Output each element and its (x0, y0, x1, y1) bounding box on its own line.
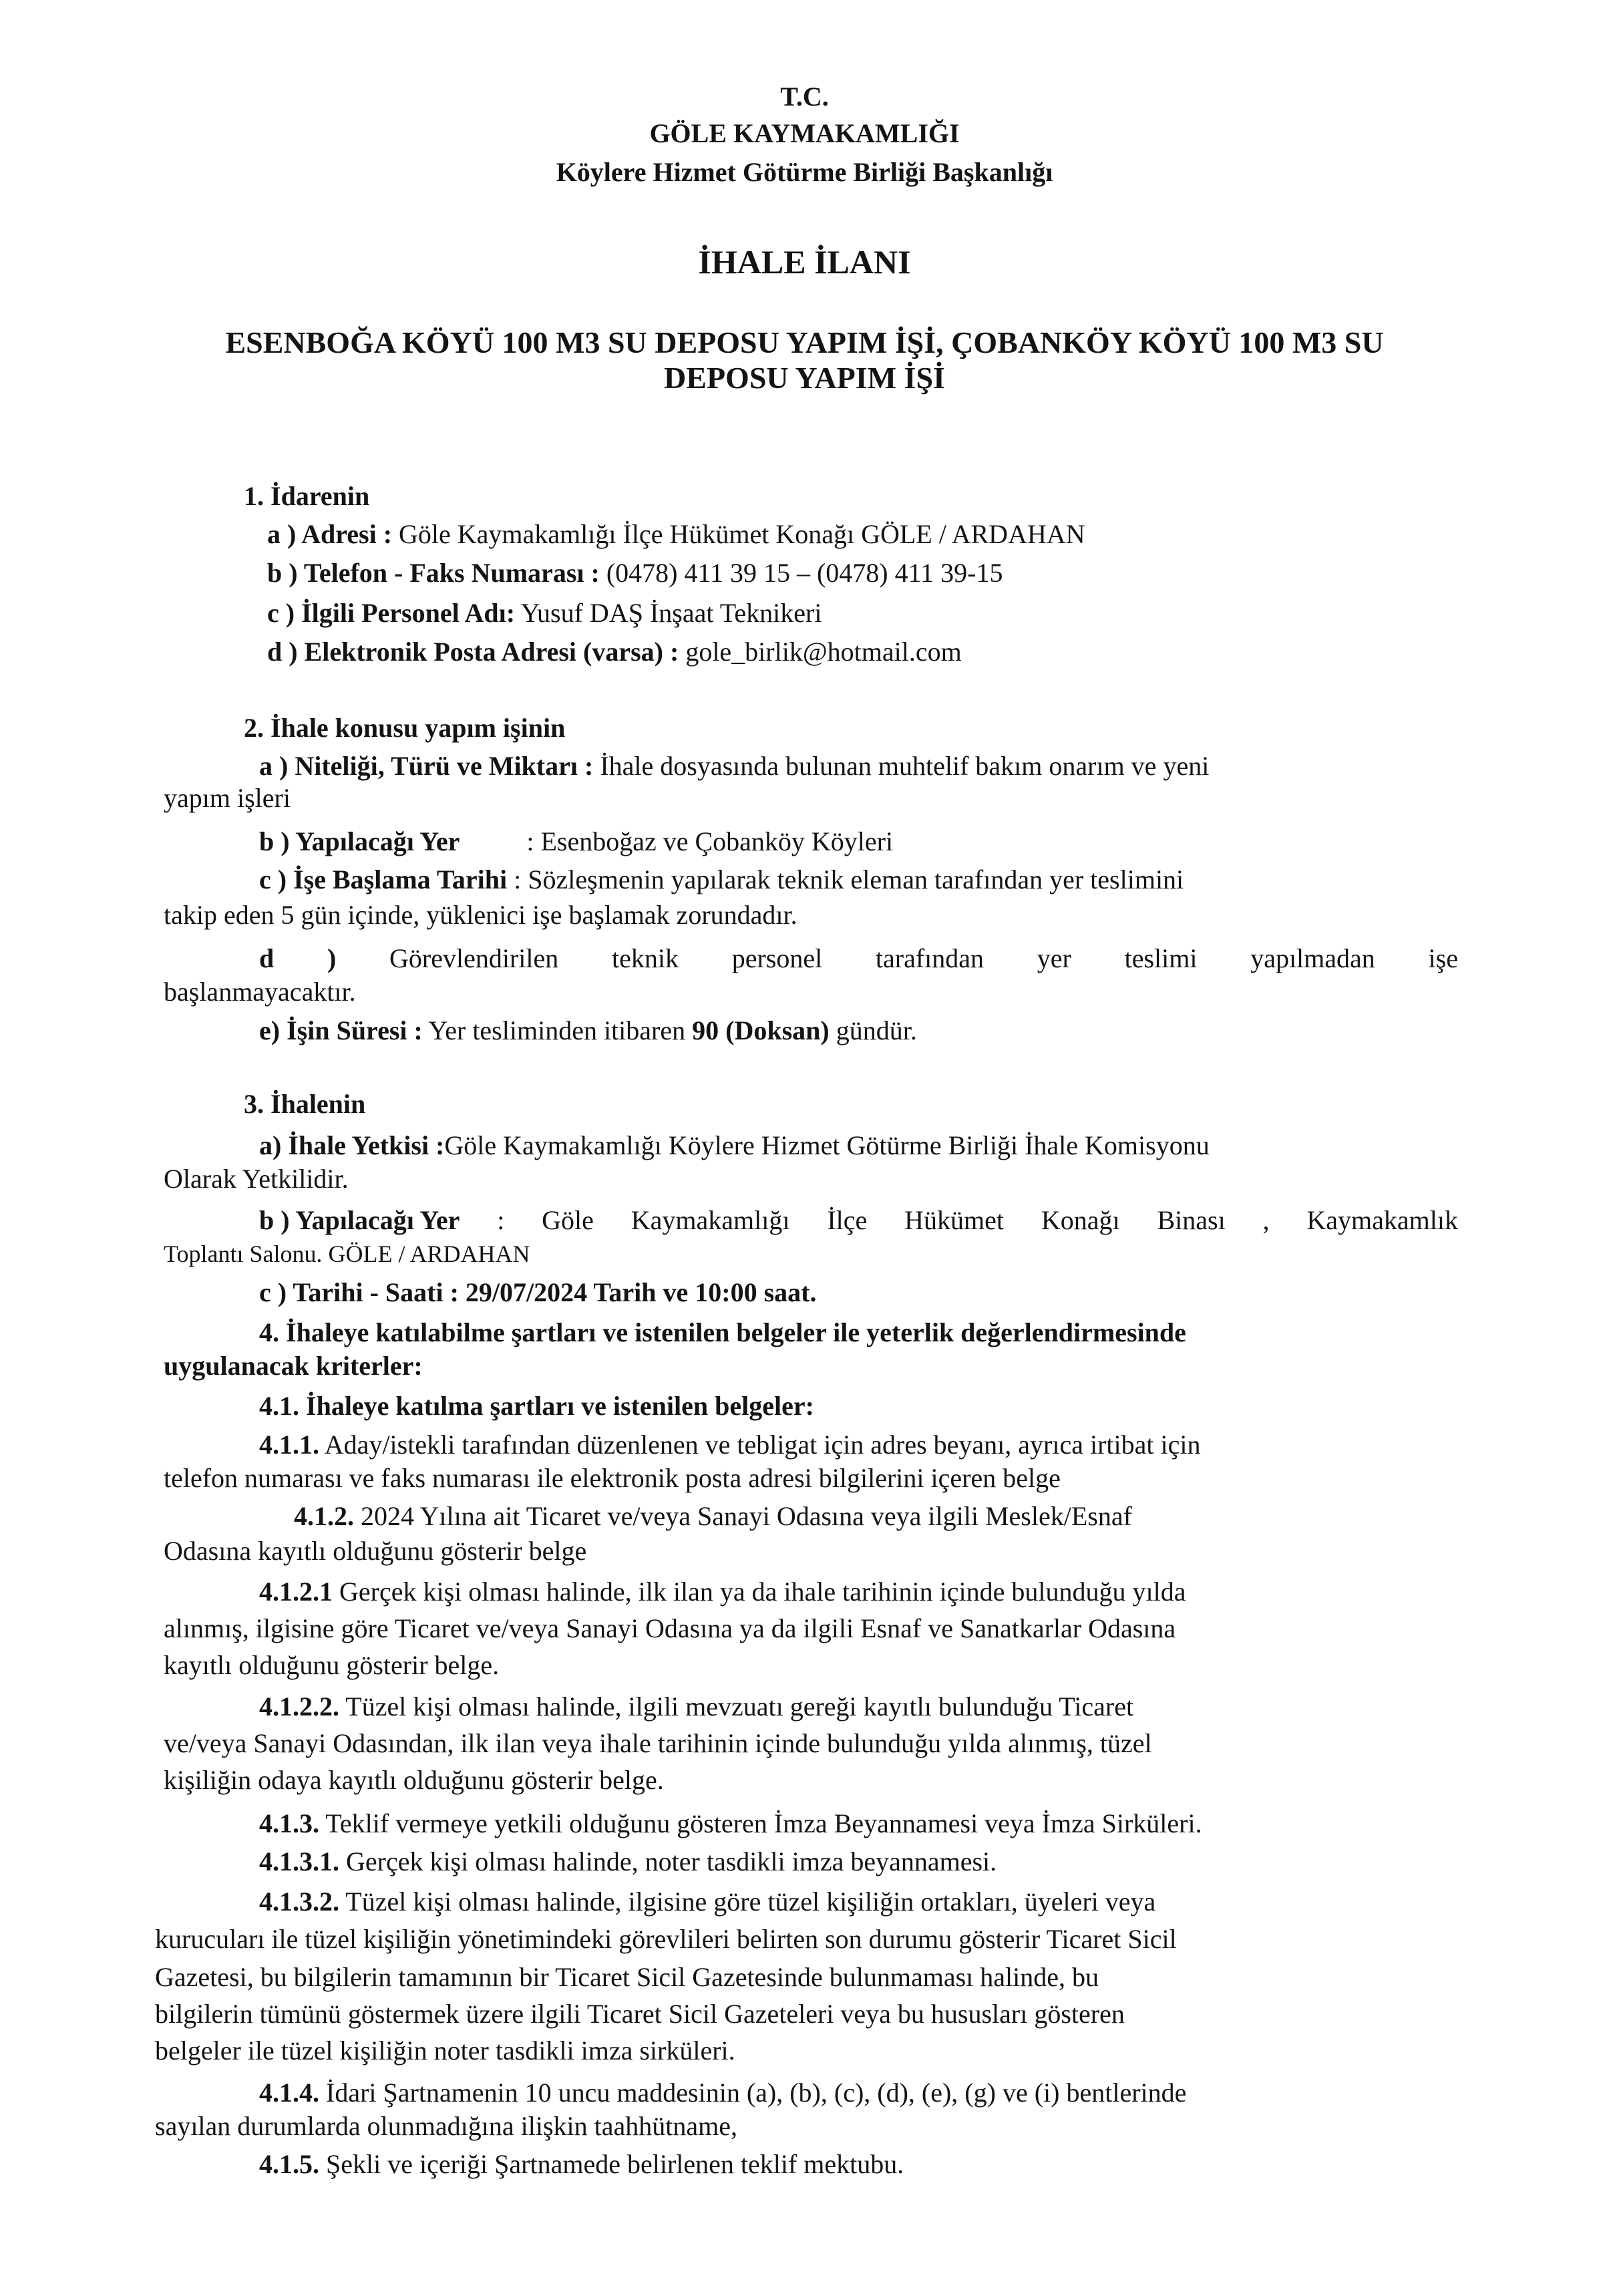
s1-address-label: a ) Adresi : (267, 519, 393, 549)
s2-nature (259, 750, 1209, 783)
item-text: Tüzel kişi olması halinde, ilgisine göre tüzel kişiliğin ortakları, üyeleri veya (345, 1887, 1156, 1917)
item-number: 4.1.3.1. (259, 1846, 339, 1876)
item-4-1-3-2-line-5: belgeler ile tüzel kişiliğin noter tasdikli imza sirküleri. (155, 2035, 735, 2066)
item-text: Tüzel kişi olması halinde, ilgili mevzuatı gereği kayıtlı bulunduğu Ticaret (345, 1691, 1134, 1721)
s3-datetime-label: c ) Tarihi - Saati (259, 1277, 443, 1307)
item-number: 4.1.2.1 (259, 1577, 333, 1607)
item-4-1-4 (259, 2076, 1186, 2110)
header-birlik: Köylere Hizmet Götürme Birliği Başkanlığı (556, 157, 1053, 187)
s2-d-word: yer (1037, 943, 1071, 973)
subject-line-2: DEPOSU YAPIM İŞİ (664, 361, 945, 395)
section-4-heading-cont: uygulanacak kriterler: (164, 1351, 423, 1381)
item-4-1-2-1-line-3: kayıtlı olduğunu gösterir belge. (164, 1650, 500, 1680)
s2-start-value: : Sözleşmenin yapılarak teknik eleman tarafından yer teslimini (514, 864, 1184, 894)
item-4-1-1 (259, 1428, 1201, 1462)
s2-place-value: : Esenboğaz ve Çobanköy Köyleri (526, 826, 894, 856)
s2-personnel-line (259, 942, 1458, 975)
section-3-heading: 3. İhalenin (244, 1089, 366, 1119)
s2-duration-label: e) İşin Süresi : (259, 1015, 423, 1045)
s1-address (267, 518, 1085, 551)
s3-place-word: Kaymakamlık (1306, 1205, 1458, 1235)
item-number: 4.1.2. (294, 1501, 354, 1531)
s2-d-word: Görevlendirilen (389, 943, 559, 973)
s2-d-word: ) (327, 943, 337, 973)
item-4-1-2-1-line-2: alınmış, ilgisine göre Ticaret ve/veya Sanayi Odasına ya da ilgili Esnaf ve Sanatkarlar Odasına (164, 1613, 1176, 1643)
item-number: 4.1.2.2. (259, 1691, 339, 1721)
s3-place-word: Konağı (1041, 1205, 1120, 1235)
item-text: Gerçek kişi olması halinde, ilk ilan ya da ihale tarihinin içinde bulunduğu yılda (339, 1577, 1186, 1607)
item-4-1-2 (294, 1500, 1132, 1533)
s1-email-value: gole_birlik@hotmail.com (685, 637, 962, 667)
item-text: Gerçek kişi olması halinde, noter tasdikli imza beyannamesi. (346, 1846, 997, 1876)
subject-line-1: ESENBOĞA KÖYÜ 100 M3 SU DEPOSU YAPIM İŞİ, ÇOBANKÖY KÖYÜ 100 M3 SU (225, 325, 1384, 359)
s3-place-word: Göle (542, 1205, 594, 1235)
s2-start-cont: takip eden 5 gün içinde, yüklenici işe başlamak zorundadır. (164, 900, 797, 930)
item-4-1-2-1 (259, 1575, 1186, 1609)
item-4-1-2-cont: Odasına kayıtlı olduğunu gösterir belge (164, 1536, 587, 1566)
s1-personnel-label: c ) İlgili Personel Adı: (267, 598, 516, 628)
s3-datetime (259, 1276, 817, 1309)
s3-place-word: : (497, 1205, 505, 1235)
item-number: 4.1.1. (259, 1430, 319, 1460)
item-4-1-3-2 (259, 1885, 1155, 1919)
item-text: Şekli ve içeriği Şartnamede belirlenen teklif mektubu. (326, 2149, 904, 2179)
item-4-1-1-cont: telefon numarası ve faks numarası ile elektronik posta adresi bilgilerini içeren belge (164, 1463, 1061, 1493)
s2-d-word: teslimi (1124, 943, 1198, 973)
item-4-1-2-2 (259, 1690, 1133, 1724)
s3-place-word: Binası (1157, 1205, 1226, 1235)
item-number: 4.1.4. (259, 2078, 319, 2108)
s3-authority-value: Göle Kaymakamlığı Köylere Hizmet Götürme Birliği İhale Komisyonu (444, 1130, 1210, 1160)
s3-place-label: b ) Yapılacağı Yer (259, 1205, 460, 1235)
item-4-1-3-2-line-3: Gazetesi, bu bilgilerin tamamının bir Ticaret Sicil Gazetesinde bulunmaması halinde, bu (155, 1962, 1099, 1992)
s2-duration-text: Yer tesliminden itibaren (428, 1015, 686, 1045)
item-4-1-3-1 (259, 1845, 997, 1878)
section-4-heading: 4. İhaleye katılabilme şartları ve istenilen belgeler ile yeterlik değerlendirmesinde (259, 1317, 1186, 1347)
s2-nature-value: İhale dosyasında bulunan muhtelif bakım onarım ve yeni (600, 751, 1210, 781)
header-kaymakamlik: GÖLE KAYMAKAMLIĞI (649, 118, 960, 148)
item-4-1-2-2-line-3: kişiliğin odaya kayıtlı olduğunu gösterir belge. (164, 1765, 664, 1795)
item-number: 4.1.3. (259, 1808, 319, 1838)
s3-datetime-value: : 29/07/2024 Tarih ve 10:00 saat. (450, 1277, 817, 1307)
s1-address-value: Göle Kaymakamlığı İlçe Hükümet Konağı GÖLE / ARDAHAN (399, 519, 1085, 549)
s3-place-word: , (1262, 1205, 1270, 1235)
s1-phone-value: (0478) 411 39 15 – (0478) 411 39-15 (606, 558, 1003, 588)
s2-d-word: personel (731, 943, 823, 973)
s1-email-label: d ) Elektronik Posta Adresi (varsa) : (267, 637, 679, 667)
item-text: Aday/istekli tarafından düzenlenen ve tebligat için adres beyanı, ayrıca irtibat için (324, 1430, 1201, 1460)
s3-place-word: Kaymakamlığı (631, 1205, 790, 1235)
s3-place-cont: Toplantı Salonu. GÖLE / ARDAHAN (164, 1241, 530, 1267)
s2-place (259, 825, 893, 858)
s2-d-word: d (259, 943, 275, 973)
s3-authority-cont: Olarak Yetkilidir. (164, 1164, 349, 1194)
section-4-1-heading: 4.1. İhaleye katılma şartları ve istenilen belgeler: (259, 1391, 814, 1421)
s2-place-label: b ) Yapılacağı Yer (259, 826, 460, 856)
s2-start-label: c ) İşe Başlama Tarihi (259, 864, 508, 894)
s3-place-line (259, 1204, 1458, 1237)
s1-phone-label: b ) Telefon - Faks Numarası : (267, 558, 600, 588)
s2-d-word: yapılmadan (1250, 943, 1375, 973)
s1-phone (267, 556, 1003, 590)
s3-authority (259, 1129, 1210, 1162)
section-1-heading: 1. İdarenin (244, 481, 370, 511)
s1-personnel-value: Yusuf DAŞ İnşaat Teknikeri (520, 598, 822, 628)
s1-email (267, 635, 962, 669)
s3-place-word: İlçe (827, 1205, 868, 1235)
s2-duration-days: 90 (Doksan) (692, 1015, 830, 1045)
item-text: İdari Şartnamenin 10 uncu maddesinin (a), (b), (c), (d), (e), (g) ve (i) bentlerinde (326, 2078, 1187, 2108)
s2-duration (259, 1014, 917, 1047)
item-4-1-3-2-line-4: bilgilerin tümünü göstermek üzere ilgili Ticaret Sicil Gazeteleri veya bu hususları gösteren (155, 1999, 1125, 2029)
s2-d-word: teknik (611, 943, 679, 973)
item-4-1-3 (259, 1807, 1202, 1840)
item-text: Teklif vermeye yetkili olduğunu gösteren İmza Beyannamesi veya İmza Sirküleri. (325, 1808, 1202, 1838)
s2-nature-cont: yapım işleri (164, 783, 291, 813)
s3-place-word: Hükümet (904, 1205, 1005, 1235)
item-4-1-5 (259, 2148, 904, 2181)
s2-duration-suffix: gündür. (836, 1015, 917, 1045)
item-4-1-3-2-line-2: kurucuları ile tüzel kişiliğin yönetimindeki görevlileri belirten son durumu gösterir Ticaret Sicil (155, 1924, 1177, 1954)
item-text: 2024 Yılına ait Ticaret ve/veya Sanayi Odasına veya ilgili Meslek/Esnaf (361, 1501, 1132, 1531)
s2-d-word: tarafından (875, 943, 985, 973)
item-4-1-2-2-line-2: ve/veya Sanayi Odasından, ilk ilan veya ihale tarihinin içinde bulunduğu yılda alınmış, tüzel (164, 1728, 1152, 1758)
item-number: 4.1.3.2. (259, 1887, 339, 1917)
s2-nature-label: a ) Niteliği, Türü ve Miktarı : (259, 751, 594, 781)
section-2-heading: 2. İhale konusu yapım işinin (244, 713, 566, 743)
s2-personnel-cont: başlanmayacaktır. (164, 977, 356, 1007)
s3-authority-label: a) İhale Yetkisi : (259, 1130, 445, 1160)
item-4-1-4-cont: sayılan durumlarda olunmadığına ilişkin taahhütname, (155, 2111, 738, 2141)
s2-start (259, 863, 1184, 896)
document-title: İHALE İLANI (698, 243, 911, 281)
s1-personnel (267, 597, 822, 630)
item-number: 4.1.5. (259, 2149, 319, 2179)
header-tc: T.C. (780, 81, 829, 112)
s2-d-word: işe (1428, 943, 1458, 973)
